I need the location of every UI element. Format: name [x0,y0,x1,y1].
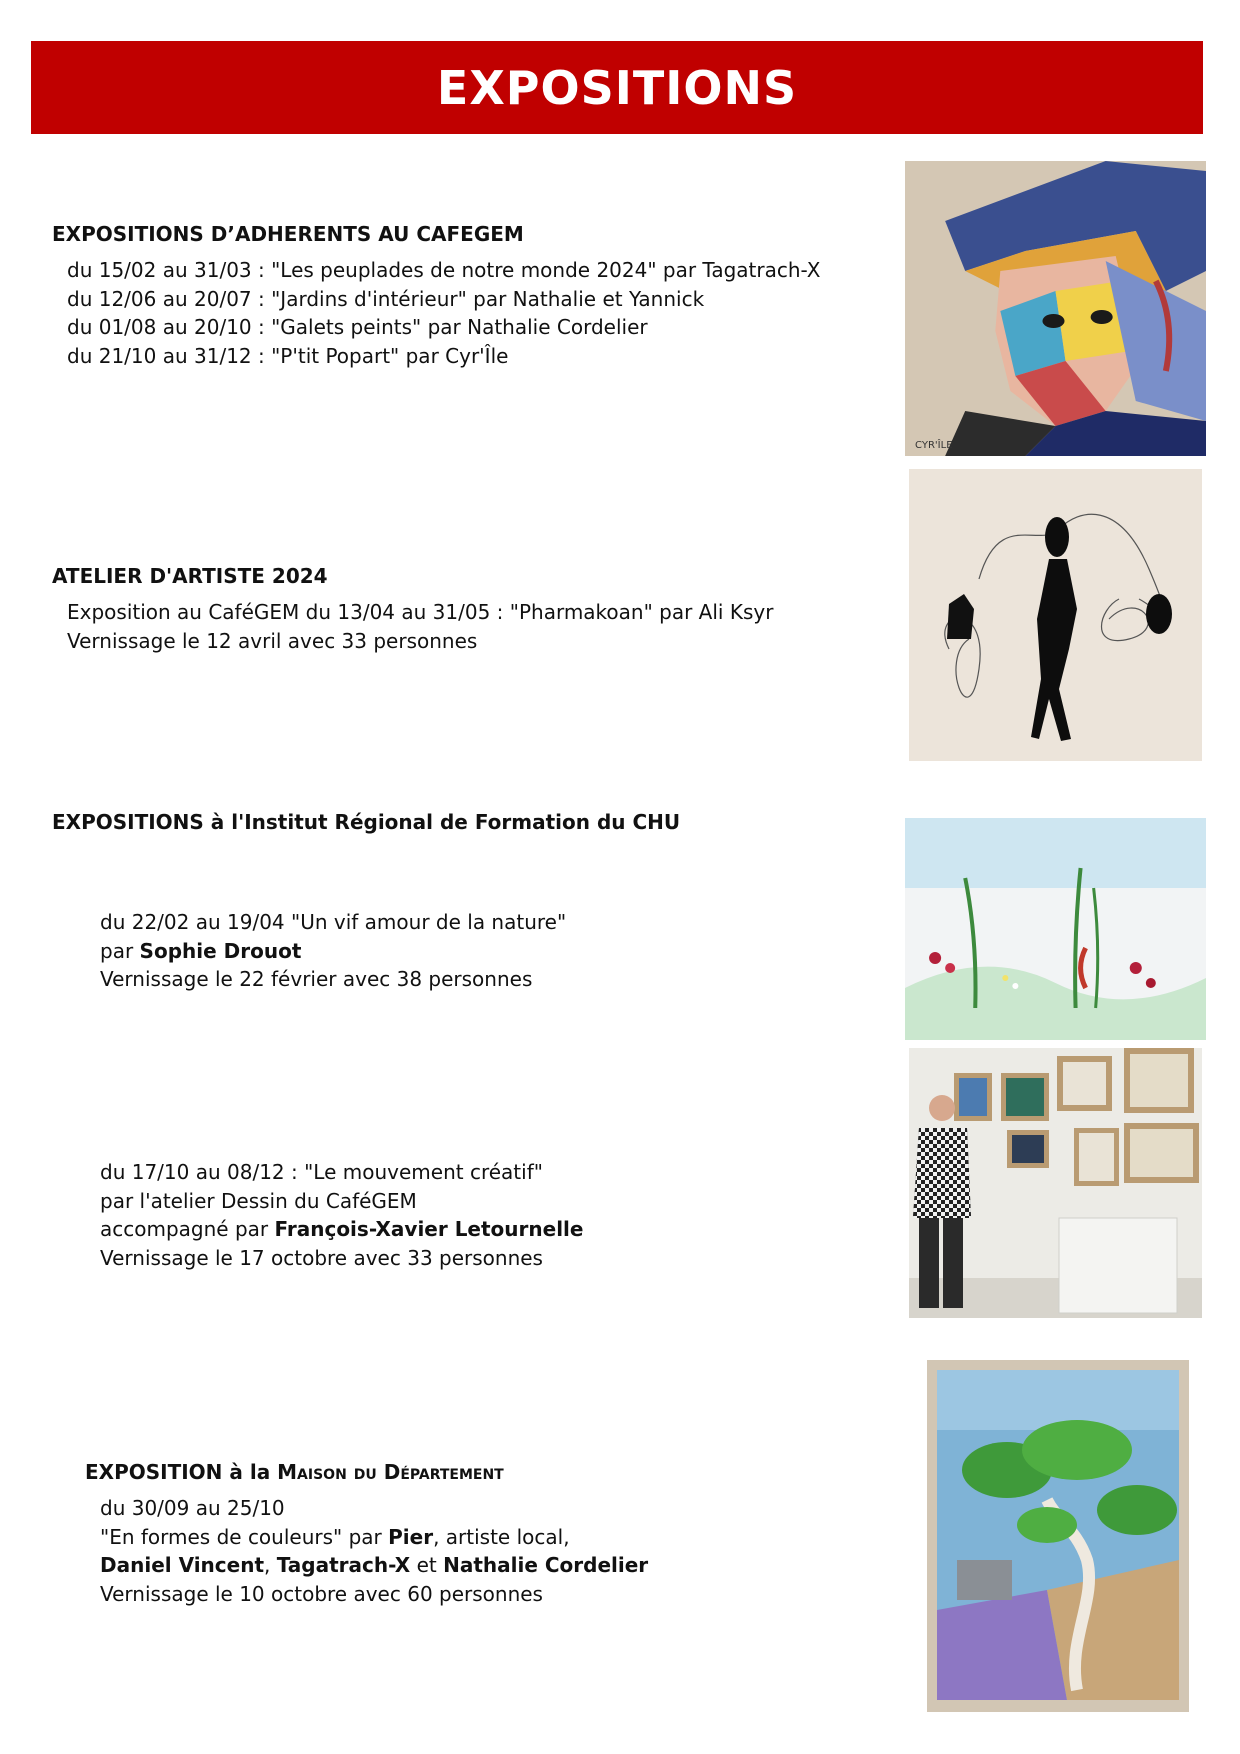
expo-artist-line [100,937,566,966]
silhouette-drawing-photo [909,469,1202,761]
artist-name: Daniel Vincent [100,1553,265,1577]
artist-name: Sophie Drouot [139,938,302,963]
section-heading-atelier: ATELIER D'ARTISTE 2024 [52,564,328,588]
popart-portrait-photo [905,161,1206,456]
section-heading-institut: EXPOSITIONS à l'Institut Régional de Formation du CHU [52,810,681,834]
accompagne-text: accompagné par [100,1217,269,1241]
par-text: par [100,938,134,963]
expo-line: du 22/02 au 19/04 "Un vif amour de la nature" [100,910,567,934]
separator: et [416,1553,437,1577]
expo-text: , artiste local, [433,1524,570,1549]
popart-signature: CYR'ÎLE [915,440,953,451]
heading-prefix: EXPOSITION à la [85,1460,271,1484]
gallery-exhibition-photo [909,1048,1202,1318]
bonsai-relief-painting-photo [927,1360,1189,1712]
artists-line [100,1551,648,1580]
expo-dates: du 30/09 au 25/10 [100,1496,285,1520]
expo-line: par l'atelier Dessin du CaféGEM [100,1188,417,1213]
adherents-line: du 15/02 au 31/03 : "Les peuplades de notre monde 2024" par Tagatrach-X [67,258,821,282]
atelier-line: Exposition au CaféGEM du 13/04 au 31/05 : "Pharmakoan" par Ali Ksyr [67,600,774,624]
artist-name: Nathalie Cordelier [443,1553,649,1577]
adherents-line: du 21/10 au 31/12 : "P'tit Popart" par Cyr'Île [67,343,509,368]
institut-expo-2 [100,1158,583,1272]
artist-name: Pier [388,1524,434,1549]
expo-line: du 17/10 au 08/12 : "Le mouvement créatif" [100,1160,543,1184]
adherents-line: du 01/08 au 20/10 : "Galets peints" par Nathalie Cordelier [67,315,648,339]
watercolor-flowers-photo [905,818,1206,1040]
adherents-list [67,256,820,370]
expo-artist-line [100,1215,583,1244]
separator: , [264,1553,271,1577]
title-banner [31,41,1203,134]
expo-line [100,1523,648,1552]
adherents-line: du 12/06 au 20/07 : "Jardins d'intérieur" par Nathalie et Yannick [67,286,705,311]
section-heading-maison [85,1460,504,1484]
vernissage-line: Vernissage le 22 février avec 38 personnes [100,967,533,991]
page-title: EXPOSITIONS [436,60,798,115]
artist-name: Tagatrach-X [276,1553,411,1577]
section-heading-adherents: EXPOSITIONS D’ADHERENTS AU CAFEGEM [52,222,524,246]
heading-venue: Maison du Département [277,1460,504,1484]
atelier-line: Vernissage le 12 avril avec 33 personnes [67,628,478,653]
atelier-list [67,598,773,655]
expo-title-text: "En formes de couleurs" par [100,1524,382,1549]
maison-expo [100,1494,648,1608]
artist-name: François-Xavier Letournelle [274,1217,584,1241]
vernissage-line: Vernissage le 10 octobre avec 60 personnes [100,1581,543,1606]
institut-expo-1 [100,908,566,994]
vernissage-line: Vernissage le 17 octobre avec 33 personnes [100,1245,543,1270]
